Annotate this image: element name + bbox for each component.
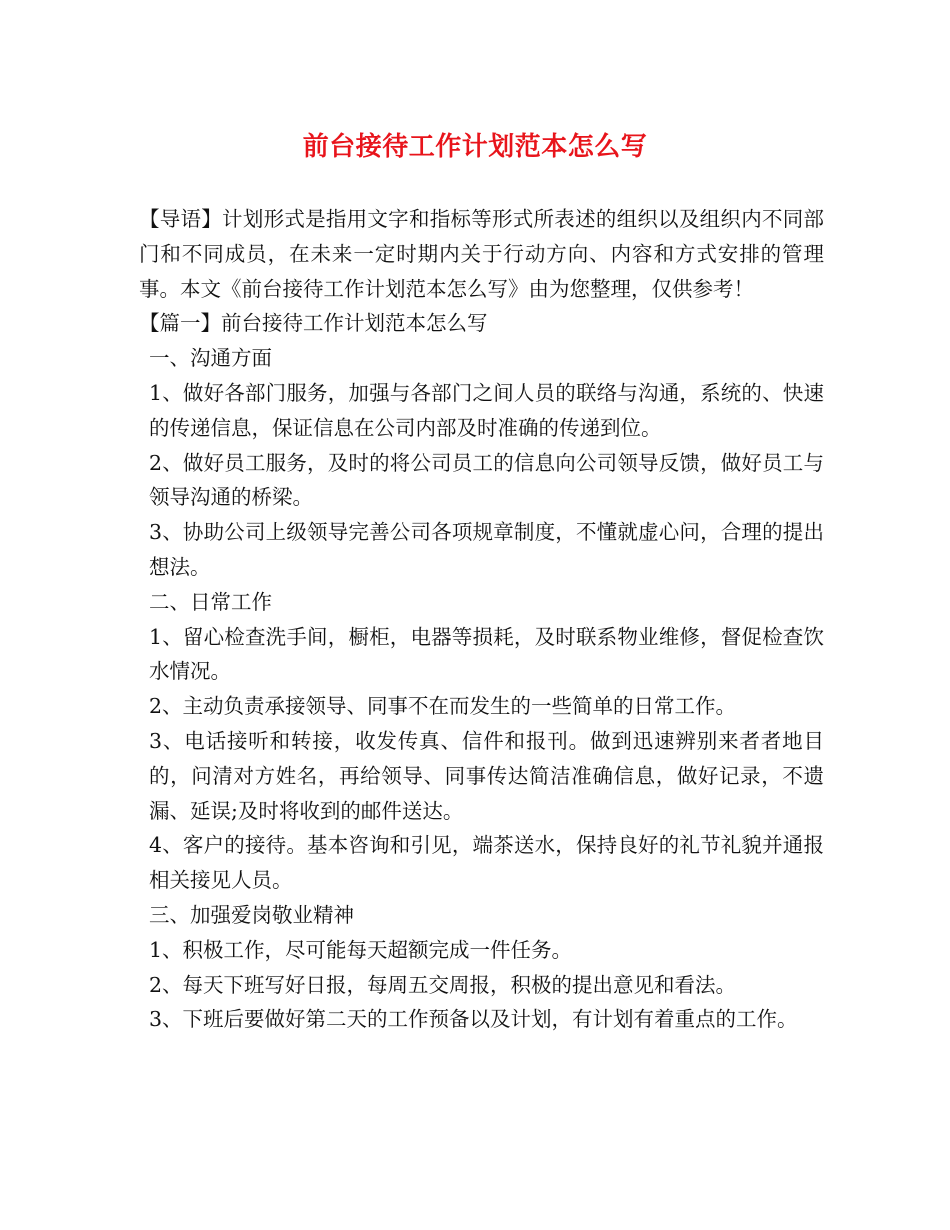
list-item: 1、做好各部门服务，加强与各部门之间人员的联络与沟通，系统的、快速的传递信息，保证信息在公司内部及时准确的传递到位。 [149,380,824,440]
list-item: 2、每天下班写好日报，每周五交周报，积极的提出意见和看法。 [149,972,737,997]
list-item: 4、客户的接待。基本咨询和引见，端茶送水，保持良好的礼节礼貌并通报相关接见人员。 [149,833,824,893]
list-item: 1、留心检查洗手间，橱柜，电器等损耗，及时联系物业维修，督促检查饮水情况。 [149,624,824,684]
list-item: 3、电话接听和转接，收发传真、信件和报刊。做到迅速辨别来者者地目的，问清对方姓名，再给领导、同事传达简洁准确信息，做好记录，不遗漏、延误;及时将收到的邮件送达。 [149,728,824,823]
document-body [139,202,824,1037]
list-item: 3、下班后要做好第二天的工作预备以及计划，有计划有着重点的工作。 [149,1007,798,1032]
heading-communication: 一、沟通方面 [149,346,272,371]
list-item: 3、协助公司上级领导完善公司各项规章制度，不懂就虚心问，合理的提出想法。 [149,520,824,579]
heading-dedication: 三、加强爱岗敬业精神 [149,902,354,927]
list-item: 1、积极工作，尽可能每天超额完成一件任务。 [149,937,573,962]
document-title: 前台接待工作计划范本怎么写 [302,132,648,162]
list-item: 2、做好员工服务，及时的将公司员工的信息向公司领导反馈，做好员工与领导沟通的桥梁。 [149,450,824,510]
section-heading-part-one: 【篇一】前台接待工作计划范本怎么写 [139,311,488,336]
intro-paragraph: 【导语】计划形式是指用文字和指标等形式所表述的组织以及组织内不同部门和不同成员，在未来一定时期内关于行动方向、内容和方式安排的管理事。本文《前台接待工作计划范本怎么写》由为您整理，仅供参考！ [139,207,824,301]
list-item: 2、主动负责承接领导、同事不在而发生的一些简单的日常工作。 [149,694,737,719]
heading-daily-work: 二、日常工作 [149,589,272,614]
